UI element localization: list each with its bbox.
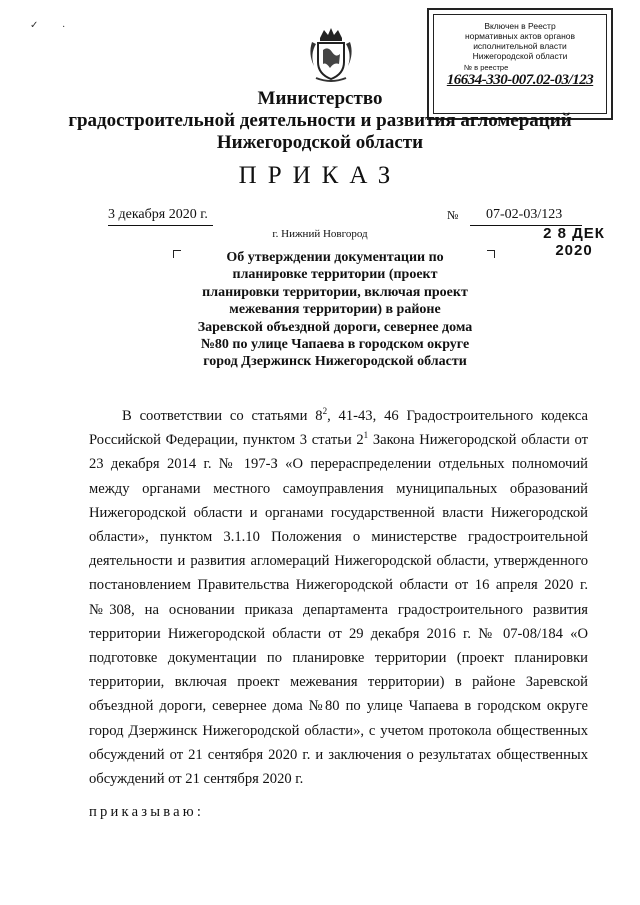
scan-mark: ✓ xyxy=(30,20,39,31)
stamp-line: Включен в Реестр xyxy=(484,21,556,31)
date-underline xyxy=(108,225,213,226)
preamble-paragraph xyxy=(89,404,588,791)
ministry-name-line3: Нижегородской области xyxy=(216,132,424,153)
number-underline xyxy=(470,225,582,226)
preamble-text: В соответствии со статьями 8 xyxy=(122,408,323,424)
subject-line: №80 по улице Чапаева в городском округе xyxy=(200,337,470,353)
city-name: г. Нижний Новгород xyxy=(272,228,368,240)
number-sign: № xyxy=(447,208,459,222)
preamble-text: , 41-43, 46 Градостроительного кодекса Российской Федерации, пунктом 3 статьи 2 xyxy=(89,408,588,449)
subject-line: межевания территории) в районе xyxy=(229,302,441,318)
subject-corner-left xyxy=(173,250,181,258)
stamp-reg-number: 16634-330-007.02-03/123 xyxy=(446,72,594,88)
order-decree-word: приказываю: xyxy=(89,804,205,820)
stamp-date: 2 8 ДЕК 2020 xyxy=(543,225,605,259)
scan-mark: · xyxy=(62,22,66,33)
stamp-line: нормативных актов органов xyxy=(464,31,576,41)
subject-line: город Дзержинск Нижегородской области xyxy=(203,354,467,370)
superscript: 1 xyxy=(363,430,369,441)
superscript: 2 xyxy=(322,406,328,417)
subject-line: планировке территории (проект xyxy=(232,267,438,283)
coat-of-arms-icon xyxy=(306,24,356,84)
document-type-title: ПРИКАЗ xyxy=(238,162,402,189)
stamp-reg-label: № в реестре xyxy=(464,63,509,72)
order-number: 07-02-03/123 xyxy=(486,207,563,222)
stamp-line: исполнительной власти xyxy=(473,41,567,51)
subject-line: Заревской объездной дороги, севернее дома xyxy=(197,319,473,335)
ministry-name-line2: градостроительной деятельности и развития агломераций xyxy=(68,110,572,131)
ministry-name-line1: Министерство xyxy=(257,88,383,109)
subject-line: Об утверждении документации по xyxy=(226,250,444,265)
preamble-text: Закона Нижегородской области от 23 декабря 2014 г. № 197-З «О перераспределении отдельных полномочий между органами местного самоуправления муниципальных образований Нижегородской области и органами государственной власти Нижегородской области», пунктом 3.1.10 Положения о министерстве градостроительной деятельности и развития агломераций Нижегородской области, утвержденного постановлением Правительства Нижегородской области от 16 апреля 2020 г. №308, на основании приказа департамента градостроительного развития территории Нижегородской области от 29 декабря 2016 г. № 07-08/184 «О подготовке документации по планировке территории (проект планировки территории, включая проект межевания территории) в районе Заревской объездной дороги, севернее дома №80 по улице Чапаева в городском округе город Дзержинск Нижегородской области», с учетом протокола общественных обсуждений от 21 сентября 2020 г. и заключения о результатах общественных обсуждений от 21 сентября 2020 г. xyxy=(89,432,589,788)
subject-corner-right xyxy=(487,250,495,258)
stamp-line: Нижегородской области xyxy=(472,51,568,61)
subject-line: планировки территории, включая проект xyxy=(202,284,468,300)
order-subject xyxy=(190,249,480,371)
order-date: 3 декабря 2020 г. xyxy=(108,207,208,222)
